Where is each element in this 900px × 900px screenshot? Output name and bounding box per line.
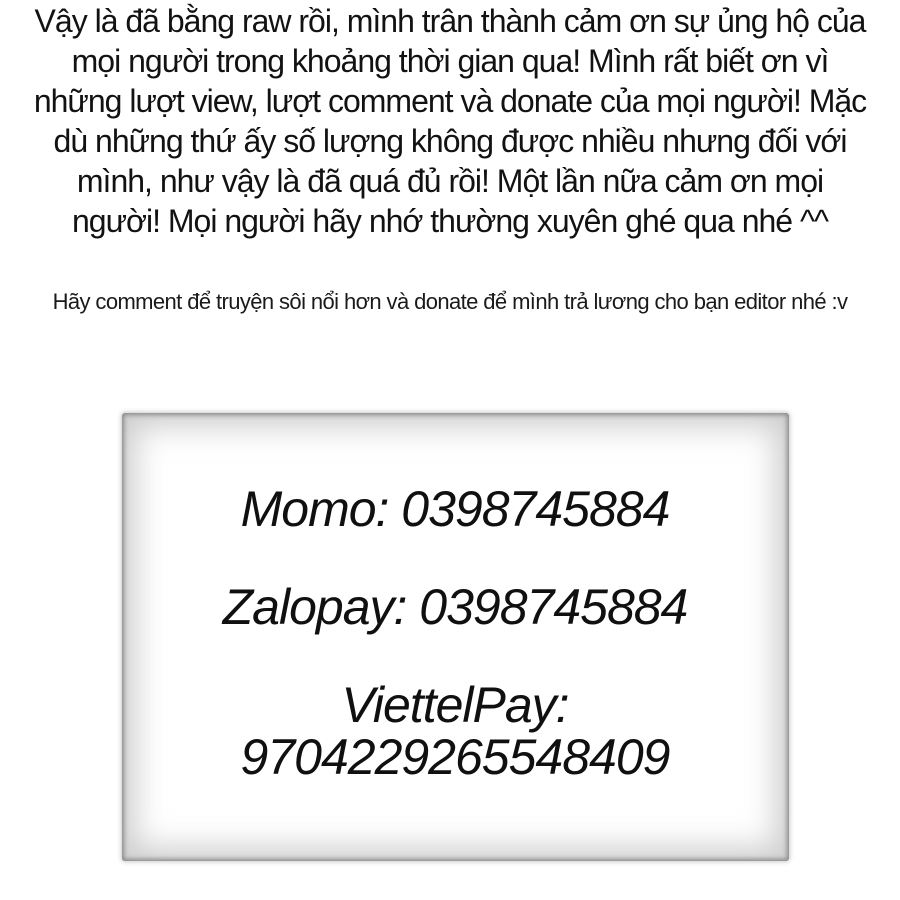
thank-you-line: Vậy là đã bằng raw rồi, mình trân thành cảm ơn sự ủng hộ của [34,3,866,39]
comment-donate-note: Hãy comment để truyện sôi nổi hơn và donate để mình trả lương cho bạn editor nhé :v [52,289,848,314]
viettelpay-number: 9704229265548409 [240,729,670,785]
thank-you-note [0,0,900,241]
thank-you-line: mọi người trong khoảng thời gian qua! Mình rất biết ơn vì [71,43,829,79]
thank-you-line: mình, như vậy là đã quá đủ rồi! Một lần nữa cảm ơn mọi [76,163,824,199]
momo-account: Momo: 0398745884 [240,481,670,537]
thank-you-line: dù những thứ ấy số lượng không được nhiều nhưng đối với [53,123,847,159]
zalopay-account: Zalopay: 0398745884 [222,579,688,635]
thank-you-line: những lượt view, lượt comment và donate của mọi người! Mặc [33,83,867,119]
spacer [122,633,789,679]
donation-info-box [122,413,789,861]
thank-you-line: người! Mọi người hãy nhớ thường xuyên ghé qua nhé ^^ [71,203,829,239]
spacer [122,535,789,581]
viettelpay-label: ViettelPay: [341,677,569,733]
